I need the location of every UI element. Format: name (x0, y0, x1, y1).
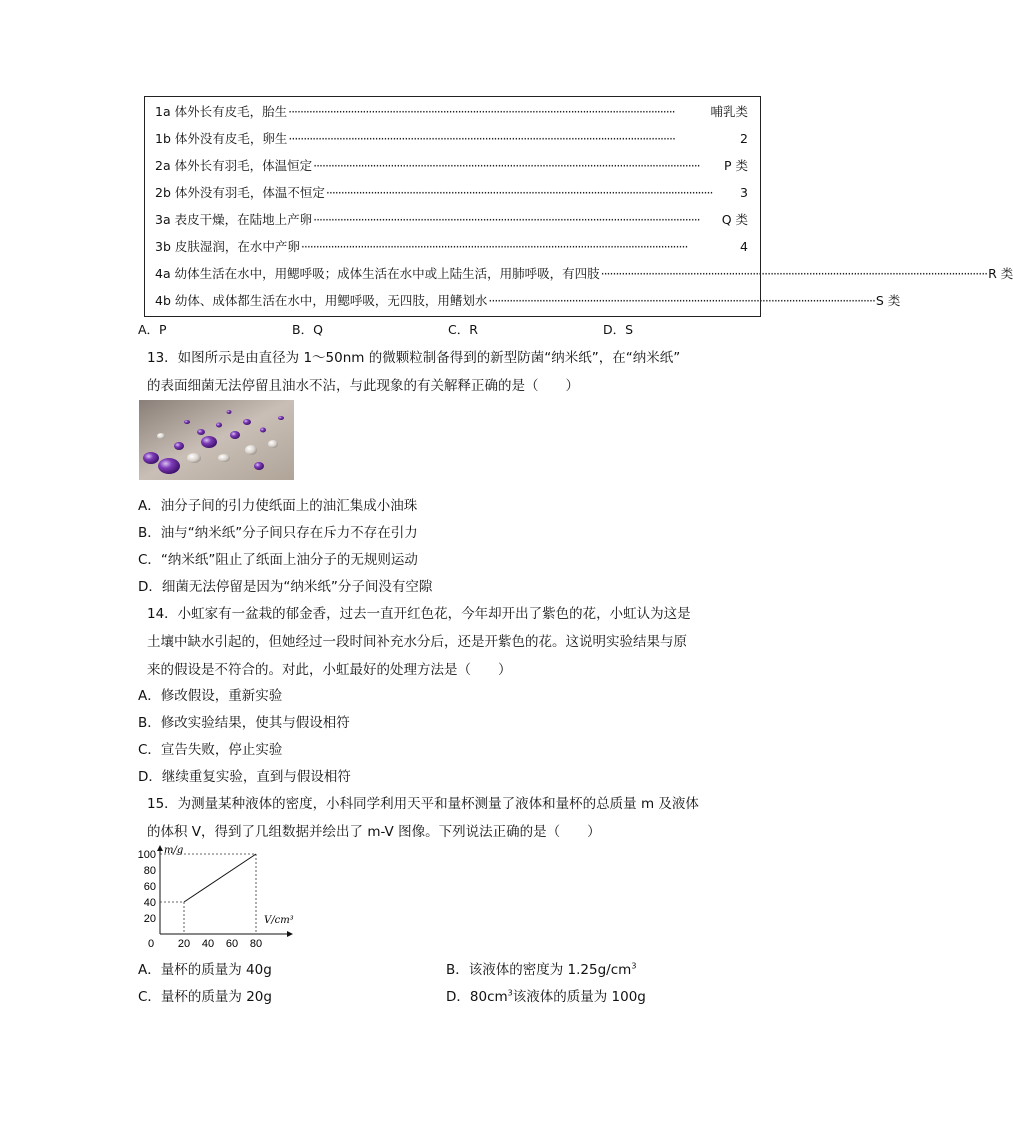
leader-dots: ·································································································································· (325, 184, 713, 200)
q12-option-b: B．Q (292, 322, 323, 337)
y-tick-label: 40 (143, 897, 156, 909)
y-tick-label: 80 (143, 865, 156, 877)
key-row: 4b 幼体、成体都生活在水中，用鳃呼吸，无四肢，用鳍划水 ·································································································································· S 类 (155, 292, 901, 308)
q14-stem-line3: 来的假设是不符合的。对此，小虹最好的处理方法是（ ） (147, 662, 512, 678)
y-tick-label: 20 (143, 913, 156, 925)
y-tick-label: 100 (137, 849, 156, 861)
key-row: 3b 皮肤湿润，在水中产卵 ·································································································································· 4 (155, 238, 748, 254)
q13-stem-line1: 13．如图所示是由直径为 1～50nm 的微颗粒制备得到的新型防菌“纳米纸”，在“纳米纸” (147, 350, 681, 366)
q13-stem-line2: 的表面细菌无法停留且油水不沾，与此现象的有关解释正确的是（ ） (147, 378, 579, 394)
q12-option-a: A．P (138, 322, 167, 337)
y-axis-label: m/g (164, 845, 184, 856)
x-tick-label: 20 (177, 938, 191, 950)
q15-option-b: B．该液体的密度为 $1.25g/cm^3$ (446, 961, 637, 978)
x-tick-label: 80 (249, 938, 263, 950)
leader-dots: ·································································································································· (313, 157, 700, 173)
q14-stem-line2: 土壤中缺水引起的，但她经过一段时间补充水分后，还是开紫色的花。这说明实验结果与原 (147, 634, 687, 650)
q13-option-b: B．油与“纳米纸”分子间只存在斥力不存在引力 (138, 525, 418, 541)
q13-option-c: C．“纳米纸”阻止了纸面上油分子的无规则运动 (138, 552, 418, 568)
q15-stem-line1: 15．为测量某种液体的密度，小科同学利用天平和量杯测量了液体和量杯的总质量 m 及液体 (147, 796, 699, 812)
key-row: 1b 体外没有皮毛，卵生 ·································································································································· 2 (155, 130, 748, 146)
key-row: 2a 体外长有羽毛，体温恒定 ·································································································································· P 类 (155, 157, 748, 173)
nano-paper-photo (139, 400, 294, 480)
q13-option-d: D．细菌无法停留是因为“纳米纸”分子间没有空隙 (138, 579, 433, 595)
key-row: 3a 表皮干燥，在陆地上产卵 ·································································································································· Q 类 (155, 211, 748, 227)
q15-option-d: D．$80cm^3$该液体的质量为 100g (446, 988, 646, 1005)
leader-dots: ·································································································································· (600, 265, 988, 281)
key-row: 1a 体外长有皮毛，胎生 ·································································································································· 哺乳类 (155, 103, 748, 119)
key-row: 4a 幼体生活在水中，用鳃呼吸；成体生活在水中或上陆生活，用肺呼吸，有四肢 ·································································································································· R 类 (155, 265, 1013, 281)
q14-option-b: B．修改实验结果，使其与假设相符 (138, 715, 350, 731)
leader-dots: ·································································································································· (300, 238, 688, 254)
x-tick-label: 60 (225, 938, 239, 950)
classification-key-box (144, 96, 1013, 317)
q13-option-a: A．油分子间的引力使纸面上的油汇集成小油珠 (138, 498, 418, 514)
y-tick-label: 60 (143, 881, 156, 893)
q12-option-c: C．R (448, 322, 478, 337)
x-axis-label: V/cm³ (264, 915, 294, 926)
m-v-graph-svg (126, 840, 306, 950)
q15-stem-line2: 的体积 V，得到了几组数据并绘出了 m-V 图像。下列说法正确的是（ ） (147, 824, 601, 840)
origin-label: 0 (148, 938, 155, 950)
q15-option-a: A．量杯的质量为 40g (138, 962, 272, 978)
q14-stem-line1: 14．小虹家有一盆栽的郁金香，过去一直开红色花，今年却开出了紫色的花，小虹认为这是 (147, 606, 691, 622)
leader-dots: ·································································································································· (313, 211, 700, 227)
m-v-graph (126, 840, 306, 950)
leader-dots: ·································································································································· (488, 292, 875, 308)
data-line (184, 854, 256, 902)
q14-option-a: A．修改假设，重新实验 (138, 688, 283, 704)
q15-option-c: C．量杯的质量为 20g (138, 989, 272, 1005)
x-tick-label: 40 (201, 938, 215, 950)
leader-dots: ·································································································································· (288, 103, 675, 119)
q14-option-c: C．宣告失败，停止实验 (138, 742, 283, 758)
q14-option-d: D．继续重复实验，直到与假设相符 (138, 769, 351, 785)
key-row: 2b 体外没有羽毛，体温不恒定 ·································································································································· 3 (155, 184, 748, 200)
leader-dots: ·································································································································· (288, 130, 675, 146)
q12-option-d: D．S (603, 322, 634, 337)
